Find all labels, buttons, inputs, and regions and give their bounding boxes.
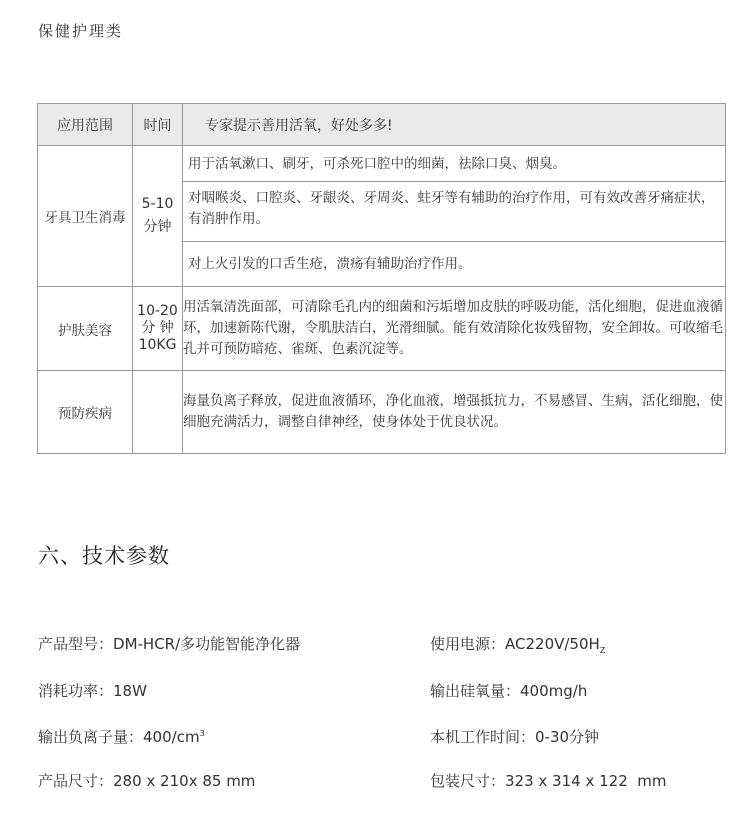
- param-label: 输出硅氧量：: [430, 682, 521, 700]
- param-label: 产品尺寸：: [38, 772, 114, 790]
- time-line: 5-10: [141, 196, 174, 212]
- param-power-source: [430, 633, 605, 655]
- param-value: DM-HCR/多功能智能净化器: [113, 635, 301, 653]
- table-row: [38, 371, 726, 454]
- param-subscript: Z: [599, 646, 606, 655]
- param-power: [38, 680, 147, 701]
- desc-line: 用活氧清洗面部，可清除毛孔内的细菌和污垢增加皮肤的呼吸功能，活化细胞，促进血液循环，加速新陈代谢，令肌肤洁白，光滑细腻。能有效清除化妆残留物，安全卸妆。可收缩毛孔并可预防暗疮、雀斑、色素沉淀等。: [183, 299, 723, 357]
- desc-line: 对咽喉炎、口腔炎、牙龈炎、牙周炎、蛀牙等有辅助的治疗作用，可有效改善牙痛症状，有消肿作用。: [183, 181, 725, 241]
- param-ion: [38, 726, 205, 747]
- desc-cell: [183, 146, 726, 287]
- header-tip: 专家提示善用活氧，好处多多!: [183, 104, 726, 146]
- param-label: 使用电源：: [430, 635, 506, 653]
- param-value: 280 x 210x 85 mm: [113, 772, 256, 790]
- time-line: 10-20: [137, 303, 178, 319]
- range-cell: 护肤美容: [38, 287, 133, 371]
- param-label: 消耗功率：: [38, 682, 114, 700]
- param-pack: [430, 770, 667, 791]
- time-cell: [133, 287, 183, 371]
- time-line: 分钟: [143, 219, 172, 235]
- range-cell: 预防疾病: [38, 371, 133, 454]
- desc-cell: [183, 371, 726, 454]
- header-range: 应用范围: [38, 104, 133, 146]
- time-line: 分 钟: [141, 320, 174, 336]
- param-value: 400/cm: [143, 728, 200, 746]
- param-label: 输出负离子量：: [38, 728, 144, 746]
- param-label: 产品型号：: [38, 635, 114, 653]
- param-value: 323 x 314 x 122 mm: [505, 772, 667, 790]
- param-superscript: 3: [199, 729, 205, 738]
- param-value: AC220V/50H: [505, 635, 600, 653]
- section-title: 保健护理类: [38, 22, 124, 40]
- desc-line: 海量负离子释放，促进血液循环，净化血液，增强抵抗力，不易感冒、生病，活化细胞，使细胞充满活力，调整自律神经，使身体处于优良状况。: [183, 393, 723, 430]
- tech-section-title: 六、技术参数: [38, 544, 170, 568]
- param-value: 0-30分钟: [535, 728, 600, 746]
- time-line: 10KG: [138, 337, 177, 353]
- header-time: 时间: [133, 104, 183, 146]
- desc-cell: [183, 287, 726, 371]
- param-label: 包装尺寸：: [430, 772, 506, 790]
- desc-line: 用于活氧漱口、刷牙，可杀死口腔中的细菌，祛除口臭、烟臭。: [188, 156, 566, 172]
- param-ozone: [430, 680, 587, 701]
- param-value: 400mg/h: [520, 682, 588, 700]
- range-cell: 牙具卫生消毒: [38, 146, 133, 287]
- param-value: 18W: [113, 682, 147, 700]
- time-cell: [133, 146, 183, 287]
- table-row: [38, 287, 726, 371]
- param-model: [38, 633, 300, 654]
- param-label: 本机工作时间：: [430, 728, 536, 746]
- care-table: [37, 103, 726, 454]
- table-header-row: [38, 104, 726, 146]
- time-cell: [133, 371, 183, 454]
- param-size: [38, 770, 255, 791]
- table-row: [38, 146, 726, 287]
- param-worktime: [430, 726, 599, 747]
- desc-line: 对上火引发的口舌生疮，溃疡有辅助治疗作用。: [183, 241, 725, 283]
